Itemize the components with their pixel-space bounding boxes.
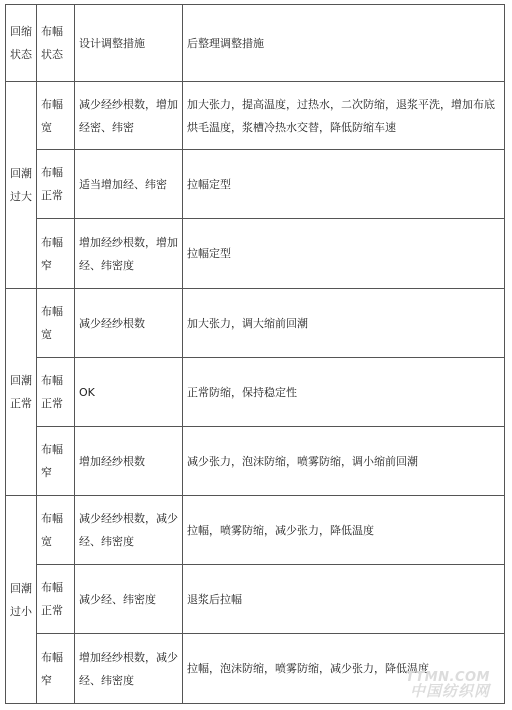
header-shrink-state: 回缩状态 [6,5,37,82]
width-cell: 布幅宽 [37,82,75,150]
finish-cell: 减少张力，泡沫防缩，喷雾防缩，调小缩前回潮 [183,427,505,496]
group-label: 回潮正常 [6,289,37,496]
table-row [6,289,505,358]
watermark-domain: TTMN.COM [405,669,490,685]
width-cell: 布幅窄 [37,634,75,704]
table-row [6,565,505,634]
group-label: 回潮过大 [6,82,37,289]
header-width-state: 布幅状态 [37,5,75,82]
design-cell: 减少经纱根数，增加经密、纬密 [75,82,183,150]
width-cell: 布幅宽 [37,289,75,358]
design-cell: 减少经纱根数，减少经、纬密度 [75,496,183,565]
width-cell: 布幅正常 [37,150,75,219]
table-row [6,634,505,704]
table-row [6,219,505,289]
design-cell: 减少经纱根数 [75,289,183,358]
table-row [6,150,505,219]
width-cell: 布幅正常 [37,358,75,427]
header-row [6,5,505,82]
design-cell: OK [75,358,183,427]
finish-cell: 正常防缩，保持稳定性 [183,358,505,427]
finish-cell: 拉幅定型 [183,150,505,219]
finish-cell: 加大张力，调大缩前回潮 [183,289,505,358]
width-cell: 布幅窄 [37,427,75,496]
table-row [6,427,505,496]
finish-cell: 拉幅，泡沫防缩，喷雾防缩，减少张力，降低温度 [183,634,505,704]
watermark-site-name: 中国纺织网 [409,682,490,701]
finish-cell: 加大张力，提高温度，过热水，二次防缩，退浆平洗，增加布底烘毛温度，浆槽冷热水交替，降低防缩车速 [183,82,505,150]
width-cell: 布幅正常 [37,565,75,634]
design-cell: 适当增加经、纬密 [75,150,183,219]
width-cell: 布幅窄 [37,219,75,289]
width-cell: 布幅宽 [37,496,75,565]
group-label: 回潮过小 [6,496,37,704]
finish-cell: 退浆后拉幅 [183,565,505,634]
header-design-measures: 设计调整措施 [75,5,183,82]
table-row [6,496,505,565]
design-cell: 增加经纱根数，增加经、纬密度 [75,219,183,289]
table-row [6,82,505,150]
table-row [6,358,505,427]
finish-cell: 拉幅定型 [183,219,505,289]
design-cell: 增加经纱根数，减少经、纬密度 [75,634,183,704]
design-cell: 增加经纱根数 [75,427,183,496]
finish-cell: 拉幅，喷雾防缩，减少张力，降低温度 [183,496,505,565]
header-finishing-measures: 后整理调整措施 [183,5,505,82]
design-cell: 减少经、纬密度 [75,565,183,634]
shrinkage-adjustment-table [5,4,505,704]
